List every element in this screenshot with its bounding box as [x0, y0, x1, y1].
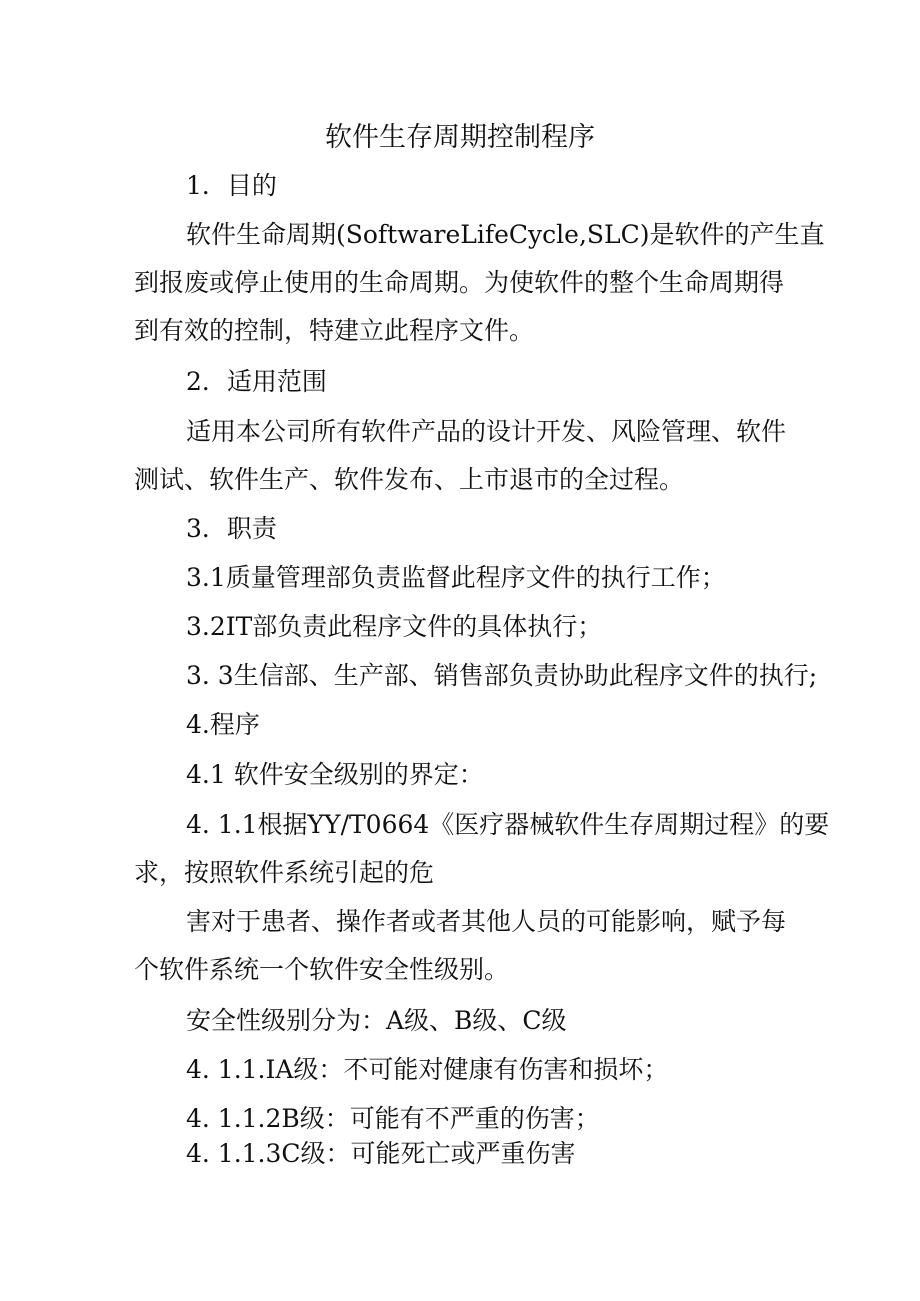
level-item: 4. 1.1.3C级：可能死亡或严重伤害 [186, 1139, 576, 1168]
paragraph-line: 个软件系统一个软件安全性级别。 [134, 955, 510, 984]
section-heading-procedure: 4.程序 [186, 710, 260, 739]
paragraph-line: 到报废或停止使用的生命周期。为使软件的整个生命周期得 [134, 268, 785, 297]
responsibility-item: 3. 3生信部、生产部、销售部负责协助此程序文件的执行; [186, 661, 818, 690]
section-heading-responsibilities: 3．职责 [186, 514, 277, 543]
responsibility-item: 3.2IT部负责此程序文件的具体执行； [186, 612, 603, 641]
paragraph-line: 害对于患者、操作者或者其他人员的可能影响，赋予每 [186, 907, 787, 936]
paragraph-line: 4. 1.1根据YY/T0664《医疗器械软件生存周期过程》的要 [186, 810, 830, 839]
paragraph-line: 求，按照软件系统引起的危 [134, 858, 435, 887]
document-title: 软件生存周期控制程序 [325, 122, 595, 153]
paragraph-line: 软件生命周期(SoftwareLifeCycle,SLC)是软件的产生直 [186, 220, 825, 249]
level-item: 4. 1.1.2B级：可能有不严重的伤害； [186, 1104, 600, 1133]
section-heading-scope: 2．适用范围 [186, 367, 327, 396]
paragraph-line: 安全性级别分为：A级、B级、C级 [186, 1006, 567, 1035]
paragraph-line: 测试、软件生产、软件发布、上市退市的全过程。 [134, 465, 685, 494]
paragraph-line: 到有效的控制，特建立此程序文件。 [134, 316, 535, 345]
section-heading-purpose: 1．目的 [186, 171, 277, 200]
paragraph-line: 适用本公司所有软件产品的设计开发、风险管理、软件 [186, 417, 787, 446]
responsibility-item: 3.1质量管理部负责监督此程序文件的执行工作； [186, 563, 726, 592]
level-item: 4. 1.1.IA级：不可能对健康有伤害和损坏； [186, 1055, 669, 1084]
subsection-heading: 4.1 软件安全级别的界定： [186, 760, 484, 789]
